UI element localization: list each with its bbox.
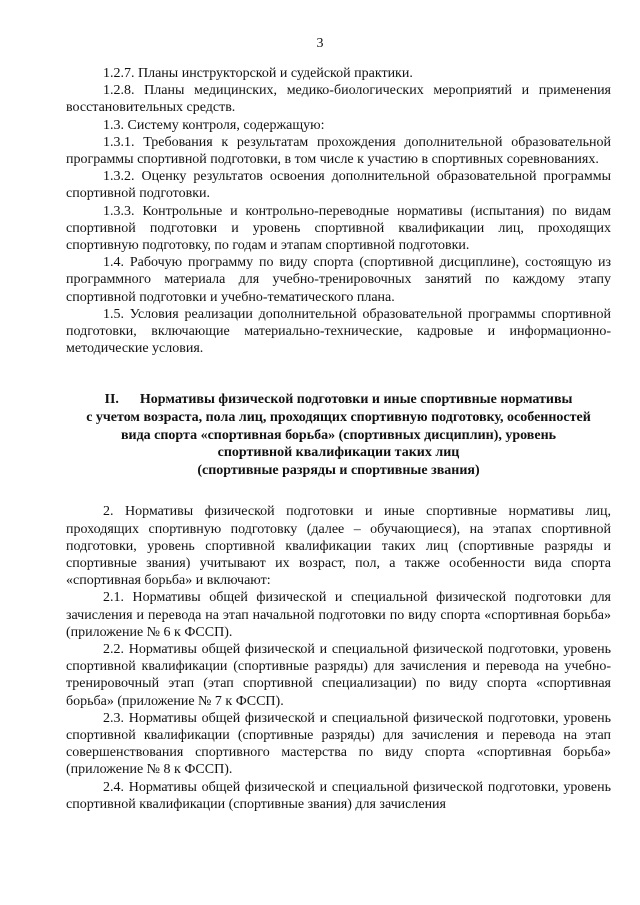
paragraph-2-1: 2.1. Нормативы общей физической и специальной физической подготовки для зачисления и перевода на этап начальной подготовки по виду спорта «спортивная борьба» (приложение № 6 к ФССП). [66,590,611,640]
spacer [66,479,611,503]
paragraph-1-3-3: 1.3.3. Контрольные и контрольно-переводные нормативы (испытания) по видам спортивной подготовки и уровень спортивной квалификации лиц, проходящих спортивную подготовку, по годам и этапам спортивной подготовки. [66,203,611,254]
paragraph-1-2-7: 1.2.7. Планы инструкторской и судейской практики. [103,66,413,81]
section-heading-line-3: вида спорта «спортивная борьба» (спортивных дисциплин), уровень [120,427,557,443]
section-heading-line-4: спортивной квалификации таких лиц [217,445,460,461]
section-heading-line-5: (спортивные разряды и спортивные звания) [197,462,480,478]
paragraph-1-3-2: 1.3.2. Оценку результатов освоения дополнительной образовательной программы спортивной подготовки. [66,169,611,202]
paragraph-2-3: 2.3. Нормативы общей физической и специальной физической подготовки, уровень спортивной квалификации (спортивные разряды) для зачисления и перевода на этап совершенствования спортивного мастерства по виду спорта «спортивная борьба» (приложение № 8 к ФССП). [66,710,611,778]
paragraph-1-5: 1.5. Условия реализации дополнительной образовательной программы спортивной подготовки, включающие материально-технические, кадровые и информационно-методические условия. [66,306,611,357]
page-number: 3 [316,36,324,51]
paragraph-1-4: 1.4. Рабочую программу по виду спорта (спортивной дисциплине), состоящую из программного материала для учебно-тренировочных занятий по каждому этапу спортивной подготовки и учебно-тематического плана. [66,255,611,305]
section-heading-line-1: II. Нормативы физической подготовки и иные спортивные нормативы [104,392,573,408]
paragraph-1-3: 1.3. Систему контроля, содержащую: [103,117,325,133]
section-heading-line-2: с учетом возраста, пола лиц, проходящих спортивную подготовку, особенностей [86,410,591,426]
paragraph-2-2: 2.2. Нормативы общей физической и специальной физической подготовки, уровень спортивной квалификации (спортивные разряды) для зачисления и перевода на учебно-тренировочный этап (этап спортивной специализации) по виду спорта «спортивная борьба» (приложение № 7 к ФССП). [66,642,611,709]
paragraph-1-3-1: 1.3.1. Требования к результатам прохождения дополнительной образовательной программы спортивной подготовки, в том числе к участию в спортивных соревнованиях. [66,134,611,168]
spacer [66,357,611,391]
paragraph-2: 2. Нормативы физической подготовки и иные спортивные нормативы лиц, проходящих спортивную подготовку (далее – обучающиеся), на этапах спортивной подготовки, уровень спортивной квалификации таких лиц (спортивные разряды и спортивные звания) учитывают их возраст, пол, а также особенности вида спорта «спортивная борьба» и включают: [66,504,611,589]
document-body [66,65,611,813]
paragraph-1-2-8: 1.2.8. Планы медицинских, медико-биологических мероприятий и применения восстановительных средств. [66,83,611,116]
paragraph-2-4: 2.4. Нормативы общей физической и специальной физической подготовки, уровень спортивной квалификации (спортивные звания) для зачисления [66,779,611,812]
section-heading [66,391,611,479]
